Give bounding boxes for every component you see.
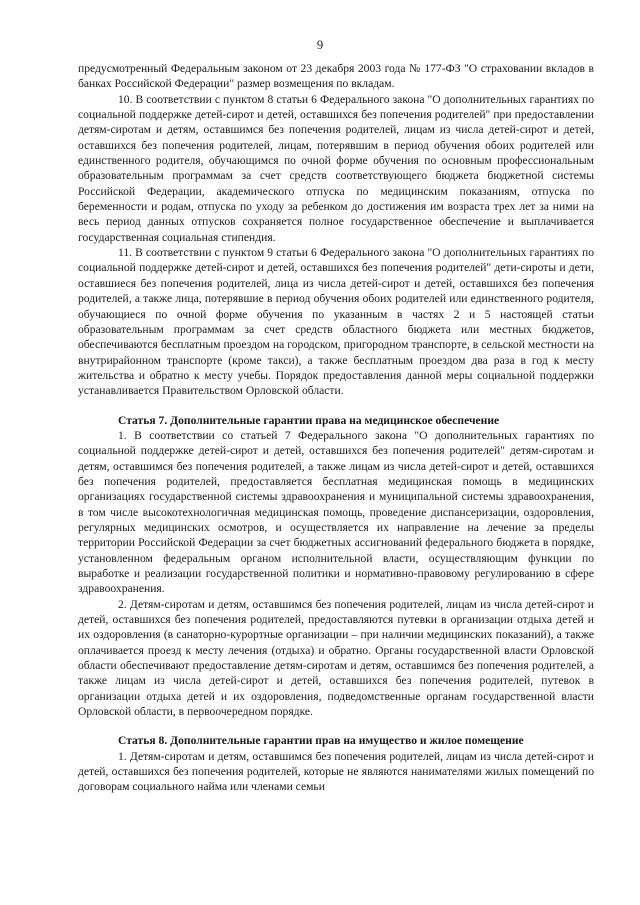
paragraph-point-11: 11. В соответствии с пунктом 9 статьи 6 Федерального закона "О дополнительных гарантиях по социальной поддержке детей-сирот и детей, оставшихся без попечения родителей" дети-сироты и дети, оставшиеся без попечения родителей, лица из числа детей-сирот и детей, оставшихся без попечения родителей, а также лица, потерявшие в период обучения обоих родителей или единственного родителя, обучающиеся по очной форме обучения по указанным в частях 2 и 5 настоящей статьи образовательным программам за счет средств областного бюджета или местных бюджетов, обеспечиваются бесплатным проездом на городском, пригородном транспорте, в сельской местности на внутрирайонном транспорте (кроме такси), а также бесплатным проездом два раза в год к месту жительства и обратно к месту учебы. Порядок предоставления данной меры социальной поддержки устанавливается Правительством Орловской области.: [78, 246, 594, 398]
section-spacer: [78, 399, 594, 413]
page-number: 9: [316, 38, 324, 52]
paragraph-article-8-point-1: 1. Детям-сиротам и детям, оставшимся без попечения родителей, лицам из числа детей-сирот и детей, оставшихся без попечения родителей, которые не являются нанимателями жилых помещений по договорам социального найма или членами семьи: [78, 749, 594, 794]
document-body: [78, 61, 594, 795]
article-7-heading: Статья 7. Дополнительные гарантии права на медицинское обеспечение: [118, 413, 500, 427]
paragraph-article-7-point-1: 1. В соответствии со статьей 7 Федерального закона "О дополнительных гарантиях по социальной поддержке детей-сирот и детей, оставшихся без попечения родителей" детям-сиротам и детям, оставшимся без попечения родителей, а также лицам из числа детей-сирот и детей, оставшихся без попечения родителей, предоставляется бесплатная медицинская помощь в медицинских организациях государственной системы здравоохранения и муниципальной системы здравоохранения, в том числе высокотехнологичная медицинская помощь, проведение диспансеризации, оздоровления, регулярных медицинских осмотров, и осуществляется их направление на лечение за пределы территории Российской Федерации за счет бюджетных ассигнований федерального бюджета в порядке, установленном федеральным органом исполнительной власти, осуществляющим функции по выработке и реализации государственной политики и нормативно-правовому регулированию в сфере здравоохранения.: [78, 428, 594, 596]
paragraph-article-7-point-2: 2. Детям-сиротам и детям, оставшимся без попечения родителей, лицам из числа детей-сирот и детей, оставшихся без попечения родителей, предоставляются путевки в организации отдыха детей и их оздоровления (в санаторно-курортные организации – при наличии медицинских показаний), а также оплачивается проезд к месту лечения (отдыха) и обратно. Органы государственной власти Орловской области обеспечивают предоставление детям-сиротам и детям, оставшимся без попечения родителей, а также лицам из числа детей-сирот и детей, оставшихся без попечения родителей, путевок в организации отдыха детей и их оздоровления, подведомственные органам государственной власти Орловской области, в первоочередном порядке.: [78, 597, 594, 719]
paragraph-continuation: предусмотренный Федеральным законом от 23 декабря 2003 года № 177-ФЗ "О страховании вкладов в банках Российской Федерации" размер возмещения по вкладам.: [78, 62, 594, 91]
article-8-heading: Статья 8. Дополнительные гарантии прав на имущество и жилое помещение: [118, 734, 524, 748]
section-spacer: [78, 719, 594, 733]
paragraph-point-10: 10. В соответствии с пунктом 8 статьи 6 Федерального закона "О дополнительных гарантиях по социальной поддержке детей-сирот и детей, оставшихся без попечения родителей" при предоставлении детям-сиротам и детям, оставшимся без попечения родителей, лицам из числа детей-сирот и детей, оставшихся без попечения родителей, лицам, потерявшим в период обучения обоих родителей или единственного родителя, обучающимся по очной форме обучения по основным профессиональным образовательным программам за счет средств соответствующего бюджета бюджетной системы Российской Федерации, академического отпуска по медицинским показаниям, отпуска по беременности и родам, отпуска по уходу за ребенком до достижения им возраста трех лет за ними на весь период данных отпусков сохраняется полное государственное обеспечение и выплачивается государственная социальная стипендия.: [78, 92, 594, 244]
